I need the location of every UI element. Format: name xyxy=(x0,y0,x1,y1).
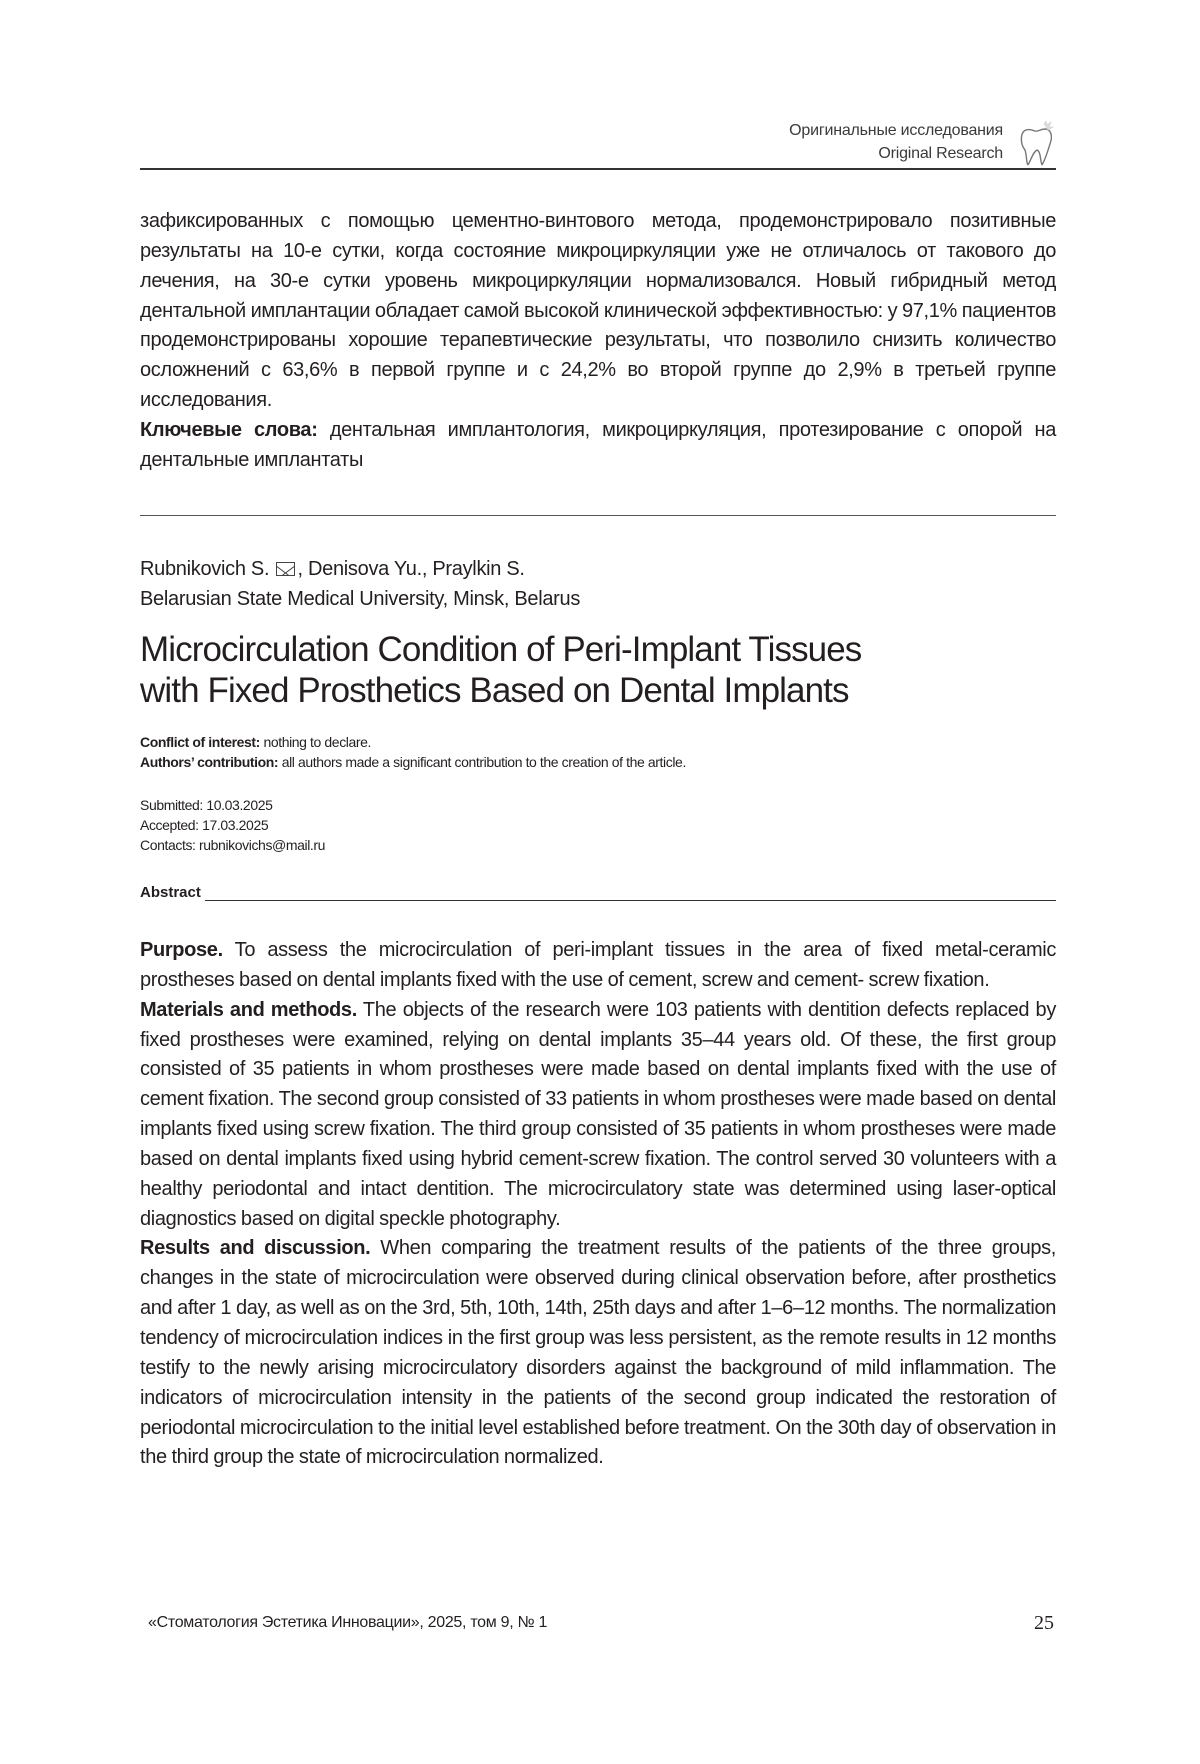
conflict-of-interest xyxy=(140,732,686,752)
contacts: Contacts: rubnikovichs@mail.ru xyxy=(140,835,325,855)
english-abstract xyxy=(140,936,1056,1473)
results-text: When comparing the treatment results of the patients of the three groups, changes in the state of microcirculation were observed during clinical observation before, after prosthetics and after 1 day, as well as on the 3rd, 5th, 10th, 14th, 25th days and after 1–6–12 months. The normalization tendency of microcirculation indices in the first group was less persistent, as the remote results in 12 months testify to the newly arising microcirculatory disorders against the background of mild inflammation. The indicators of microcirculation intensity in the patients of the second group indicated the restoration of periodontal microcirculation to the initial level established before treatment. On the 30th day of observation in the third group the state of microcirculation normalized. xyxy=(140,1237,1056,1468)
abstract-heading: Abstract xyxy=(140,884,201,901)
journal-citation: «Стоматология Эстетика Инновации», 2025, том 9, № 1 xyxy=(148,1614,547,1632)
envelope-icon xyxy=(276,562,295,576)
methods-text: The objects of the research were 103 patients with dentition defects replaced by fixed prostheses were examined, relying on dental implants 35–44 years old. Of these, the first group consisted of 35 patients in whom prostheses were made based on dental implants fixed with the use of cement fixation. The second group consisted of 33 patients in whom prostheses were made based on dental implants fixed using screw fixation. The third group consisted of 35 patients in whom prostheses were made based on dental implants fixed using hybrid cement-screw fixation. The control served 30 volunteers with a healthy periodontal and intact dentition. The microcirculatory state was determined using laser-optical diagnostics based on digital speckle photography. xyxy=(140,999,1056,1230)
section-label-ru: Оригинальные исследования xyxy=(789,119,1003,142)
methods-label: Materials and methods. xyxy=(140,999,357,1021)
purpose-label: Purpose. xyxy=(140,939,223,961)
submitted-date: Submitted: 10.03.2025 xyxy=(140,795,325,815)
author-list xyxy=(140,554,580,584)
author-block xyxy=(140,554,580,614)
results-label: Results and discussion. xyxy=(140,1237,370,1259)
contribution-label: Authors’ contribution: xyxy=(140,754,278,770)
section-divider xyxy=(140,515,1056,516)
affiliation: Belarusian State Medical University, Minsk, Belarus xyxy=(140,584,580,614)
abstract-rule xyxy=(205,886,1056,901)
page-number: 25 xyxy=(1034,1612,1054,1635)
section-label-en: Original Research xyxy=(789,142,1003,165)
accepted-date: Accepted: 17.03.2025 xyxy=(140,815,325,835)
conflict-text: nothing to declare. xyxy=(263,734,371,750)
running-header xyxy=(789,119,1003,165)
title-line-1: Microcirculation Condition of Peri-Implant Tissues xyxy=(140,629,861,670)
russian-abstract-text: зафиксированных с помощью цементно-винтового метода, продемонстрировало позитивные результаты на 10-е сутки, когда состояние микроциркуляции уже не отличалось от такового до лечения, на 30-е сутки уровень микроциркуляции нормализовался. Новый гибридный метод дентальной имплантации обладает самой высокой клинической эффективностью: у 97,1% пациентов продемонстрированы хорошие терапевтические результаты, что позволило снизить количество осложнений с 63,6% в первой группе и с 24,2% во второй группе до 2,9% в третьей группе исследования. xyxy=(140,210,1056,411)
article-dates xyxy=(140,795,325,855)
keywords-label: Ключевые слова: xyxy=(140,419,318,441)
tooth-logo-icon xyxy=(1018,120,1058,166)
declarations xyxy=(140,732,686,772)
header-rule xyxy=(140,168,1056,170)
abstract-heading-row xyxy=(140,884,1056,901)
article-title xyxy=(140,629,861,711)
authors-contribution xyxy=(140,752,686,772)
purpose-text: To assess the microcirculation of peri-implant tissues in the area of fixed metal-ceramic prostheses based on dental implants fixed with the use of cement, screw and cement- screw fixation. xyxy=(140,939,1056,991)
russian-abstract-tail xyxy=(140,207,1056,476)
corresponding-author: Rubnikovich S. xyxy=(140,558,269,580)
keywords: дентальная имплантология, микроциркуляция, протезирование с опорой на дентальные имплантаты xyxy=(140,419,1056,471)
conflict-label: Conflict of interest: xyxy=(140,734,260,750)
contribution-text: all authors made a significant contribution to the creation of the article. xyxy=(282,754,686,770)
co-authors: , Denisova Yu., Praylkin S. xyxy=(297,558,524,580)
title-line-2: with Fixed Prosthetics Based on Dental Implants xyxy=(140,670,861,711)
